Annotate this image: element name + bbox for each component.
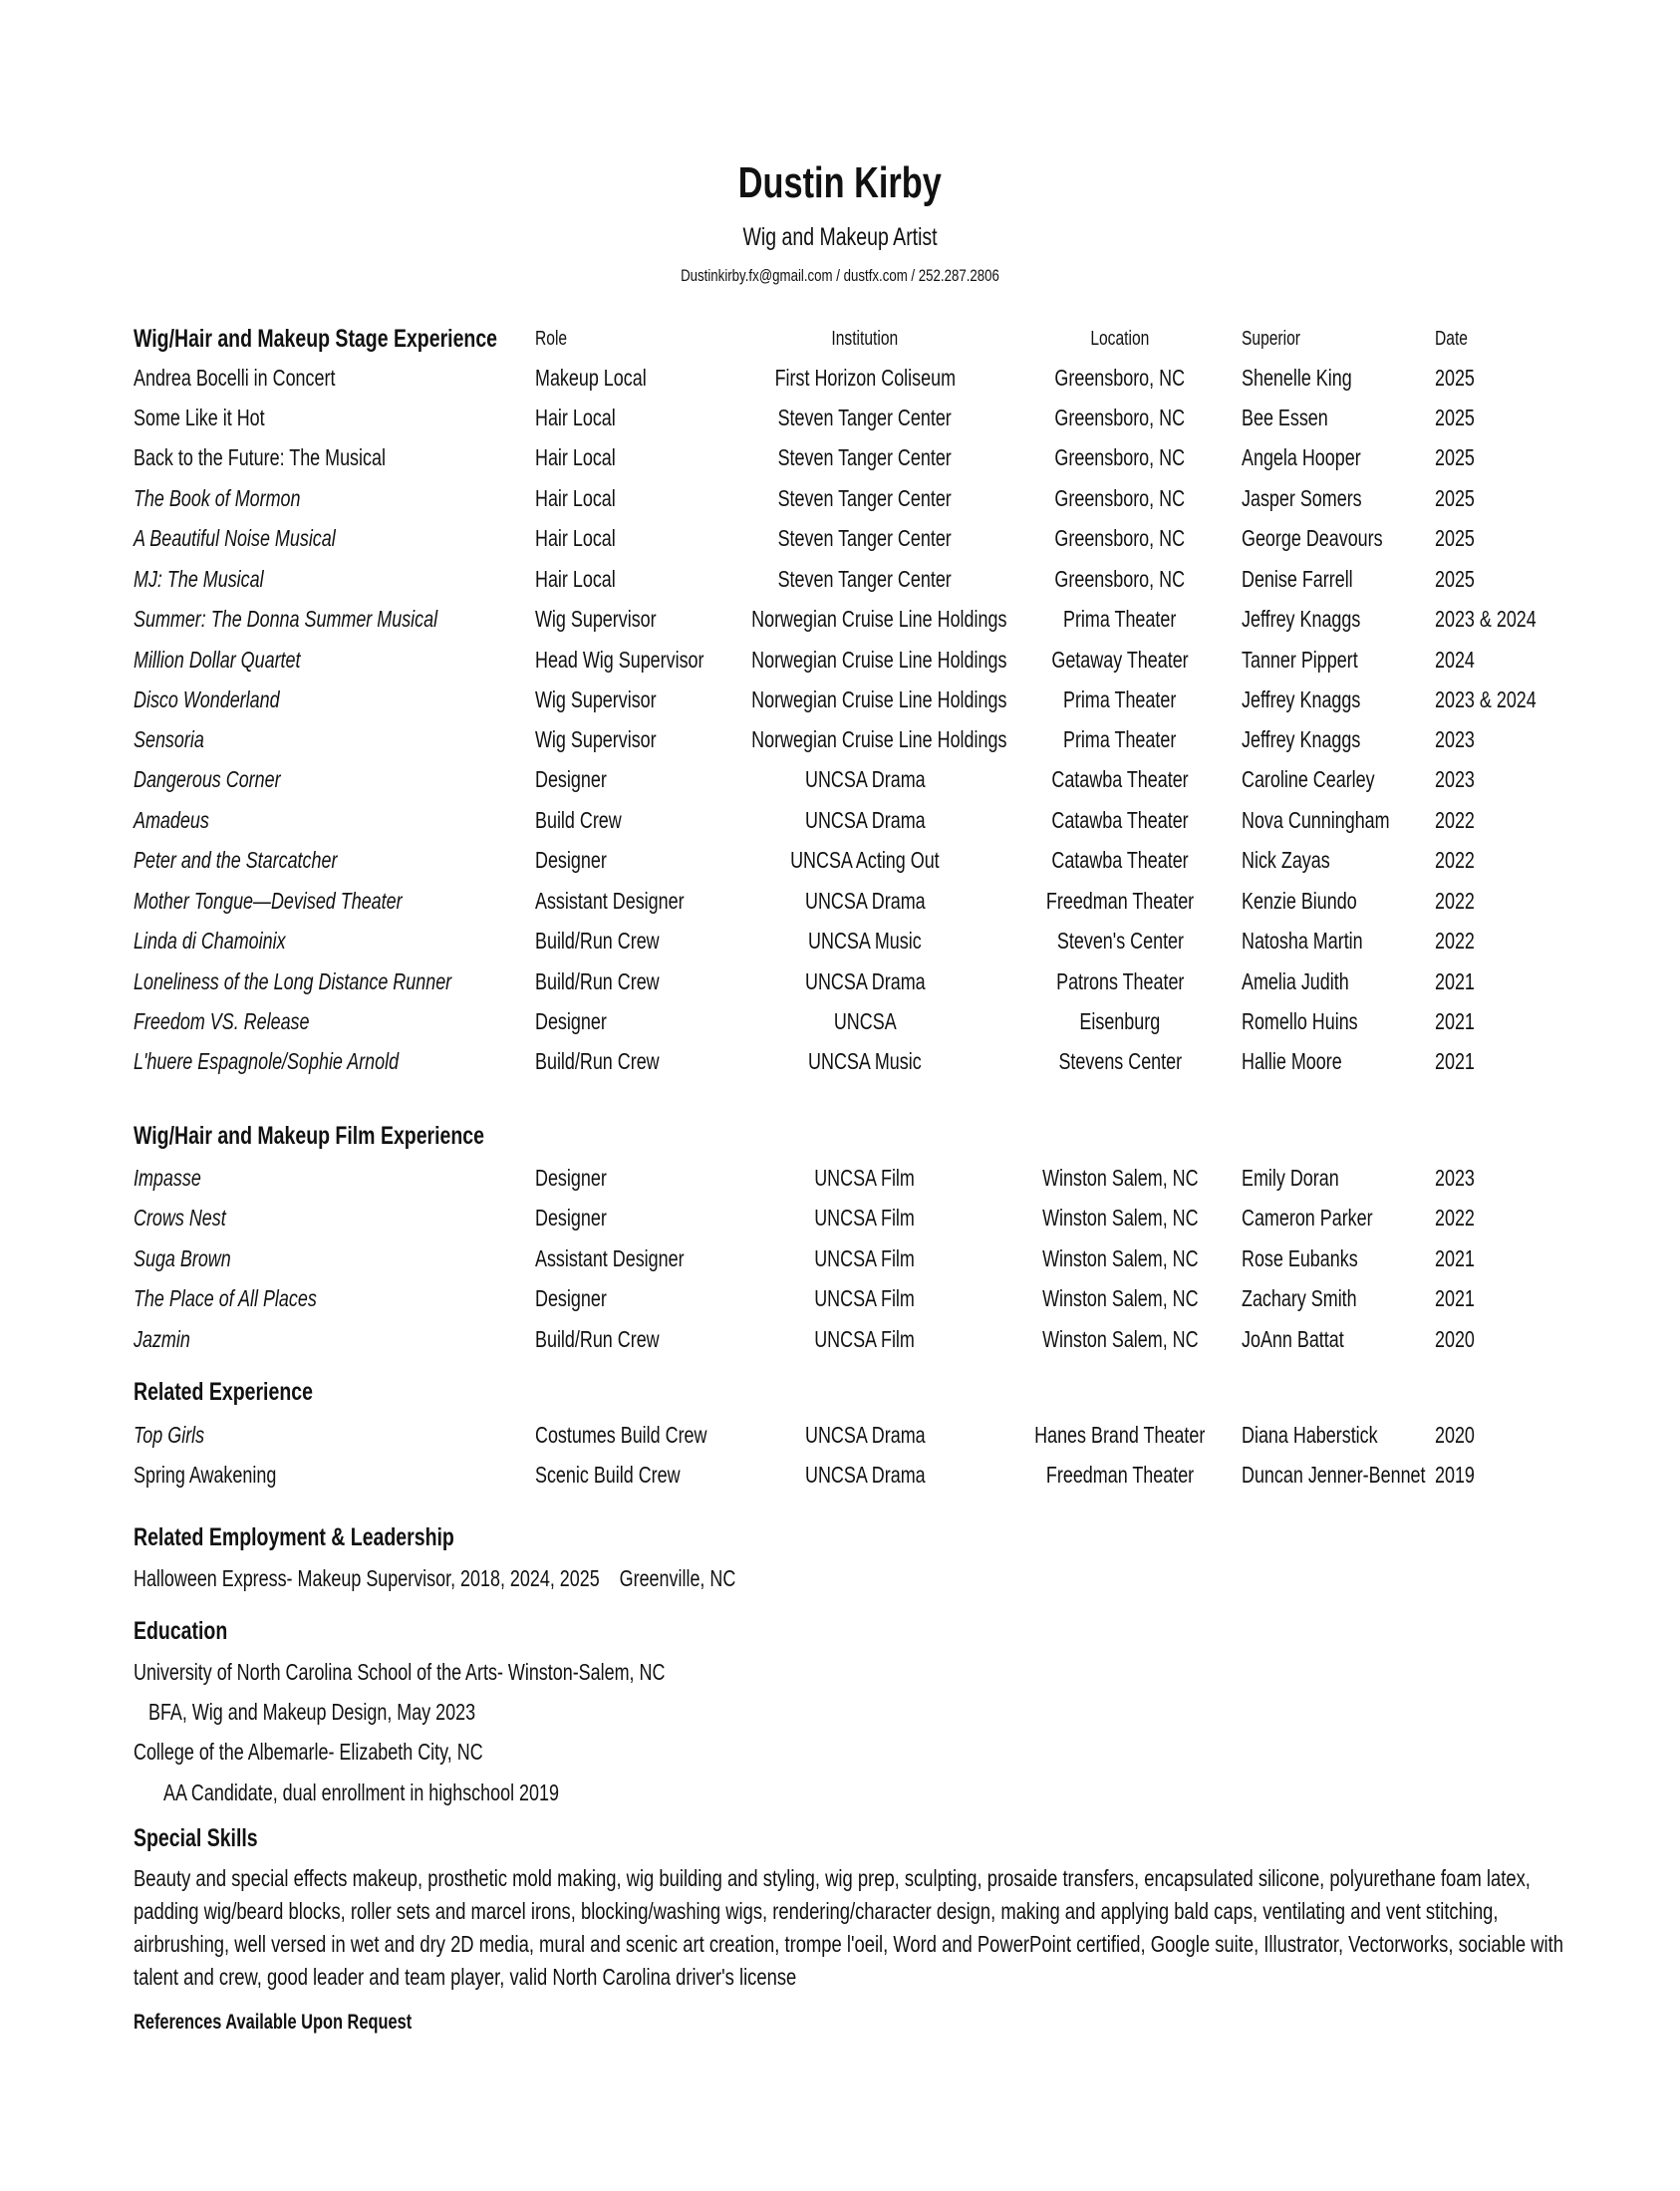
location-cell: Hanes Brand Theater — [1034, 1422, 1206, 1448]
role-cell: Hair Local — [535, 525, 616, 551]
stage-header-row — [0, 319, 1680, 359]
production-title: MJ: The Musical — [134, 566, 264, 592]
education-degree-2: AA Candidate, dual enrollment in highschool 2019 — [163, 1780, 559, 1805]
production-title: Disco Wonderland — [134, 686, 280, 712]
date-cell: 2020 — [1435, 1422, 1475, 1448]
superior-cell: Angela Hooper — [1242, 444, 1361, 470]
location-cell: Winston Salem, NC — [1041, 1165, 1199, 1191]
date-cell: 2021 — [1435, 1048, 1475, 1074]
location-cell: Steven's Center — [1056, 928, 1184, 954]
role-cell: Makeup Local — [535, 365, 647, 391]
location-cell: Winston Salem, NC — [1041, 1326, 1199, 1352]
date-cell: 2023 & 2024 — [1435, 686, 1537, 712]
role-cell: Build/Run Crew — [535, 1048, 660, 1074]
production-title: Crows Nest — [134, 1205, 226, 1231]
superior-cell: Rose Eubanks — [1242, 1245, 1358, 1271]
role-cell: Designer — [535, 766, 607, 792]
superior-cell: Cameron Parker — [1242, 1205, 1373, 1231]
table-row — [0, 759, 1680, 799]
institution-cell: UNCSA Film — [814, 1326, 916, 1352]
production-title: Top Girls — [134, 1422, 205, 1448]
institution-cell: Norwegian Cruise Line Holdings — [751, 686, 1007, 712]
location-cell: Freedman Theater — [1045, 888, 1195, 914]
table-row — [0, 1158, 1680, 1198]
superior-cell: Romello Huins — [1242, 1008, 1358, 1034]
table-row — [0, 921, 1680, 960]
table-row — [0, 599, 1680, 639]
employment-heading: Related Employment & Leadership — [134, 1523, 454, 1551]
superior-cell: Duncan Jenner-Bennet — [1242, 1462, 1426, 1488]
education-heading: Education — [134, 1617, 228, 1645]
production-title: Amadeus — [134, 807, 209, 833]
table-row — [0, 437, 1680, 477]
role-cell: Designer — [535, 1008, 607, 1034]
table-row — [0, 358, 1680, 398]
superior-cell: George Deavours — [1242, 525, 1383, 551]
date-cell: 2022 — [1435, 1205, 1475, 1231]
superior-cell: Jasper Somers — [1242, 485, 1362, 511]
institution-cell: Norwegian Cruise Line Holdings — [751, 726, 1007, 752]
production-title: Peter and the Starcatcher — [134, 847, 338, 873]
education-degree-1: BFA, Wig and Makeup Design, May 2023 — [148, 1699, 476, 1725]
production-title: Linda di Chamoinix — [134, 928, 286, 954]
role-cell: Wig Supervisor — [535, 606, 657, 632]
location-cell: Greensboro, NC — [1054, 365, 1186, 391]
special-skills-heading: Special Skills — [134, 1824, 258, 1852]
institution-cell: Steven Tanger Center — [777, 405, 953, 430]
role-cell: Hair Local — [535, 485, 616, 511]
location-cell: Getaway Theater — [1051, 647, 1189, 673]
location-cell: Catawba Theater — [1051, 847, 1189, 873]
superior-cell: Zachary Smith — [1242, 1285, 1357, 1311]
role-cell: Designer — [535, 1165, 607, 1191]
table-row — [0, 398, 1680, 437]
location-cell: Greensboro, NC — [1054, 444, 1186, 470]
location-cell: Prima Theater — [1063, 606, 1177, 632]
role-cell: Build/Run Crew — [535, 928, 660, 954]
location-cell: Freedman Theater — [1045, 1462, 1195, 1488]
table-row — [0, 680, 1680, 719]
location-cell: Greensboro, NC — [1054, 485, 1186, 511]
location-cell: Eisenburg — [1079, 1008, 1161, 1034]
institution-cell: UNCSA Drama — [804, 1422, 926, 1448]
role-cell: Hair Local — [535, 405, 616, 430]
employment-line: Halloween Express- Makeup Supervisor, 2018, 2024, 2025 Greenville, NC — [134, 1565, 736, 1591]
production-title: Andrea Bocelli in Concert — [134, 365, 336, 391]
production-title: Dangerous Corner — [134, 766, 281, 792]
role-cell: Head Wig Supervisor — [535, 647, 704, 673]
date-cell: 2023 — [1435, 766, 1475, 792]
education-school-2: College of the Albemarle- Elizabeth City, NC — [134, 1739, 483, 1765]
table-row — [0, 559, 1680, 599]
location-cell: Winston Salem, NC — [1041, 1205, 1199, 1231]
production-title: Summer: The Donna Summer Musical — [134, 606, 438, 632]
role-cell: Assistant Designer — [535, 888, 685, 914]
date-cell: 2025 — [1435, 405, 1475, 430]
column-location: Location — [1090, 328, 1150, 350]
date-cell: 2023 — [1435, 726, 1475, 752]
location-cell: Greensboro, NC — [1054, 525, 1186, 551]
role-cell: Build/Run Crew — [535, 968, 660, 994]
superior-cell: JoAnn Battat — [1242, 1326, 1344, 1352]
table-row — [0, 961, 1680, 1001]
special-skills-text: Beauty and special effects makeup, prosthetic mold making, wig building and styling, wig prep, sculpting, prosaide transfers, encapsulated silicone, polyurethane foam latex, padding wig/beard blocks, roller sets and marcel irons, blocking/washing wigs, rendering/character design, making and applying bald caps, ventilating and vent stitching, airbrushing, well versed in wet and dry 2D media, mural and scenic art creation, trompe l'oeil, Word and PowerPoint certified, Google suite, Illustrator, Vectorworks, sociable with talent and crew, good leader and team player, valid North Carolina driver's license — [134, 1865, 1563, 1990]
role-cell: Scenic Build Crew — [535, 1462, 681, 1488]
production-title: A Beautiful Noise Musical — [134, 525, 336, 551]
role-cell: Assistant Designer — [535, 1245, 685, 1271]
superior-cell: Bee Essen — [1242, 405, 1328, 430]
table-row — [0, 719, 1680, 759]
film-heading: Wig/Hair and Makeup Film Experience — [134, 1122, 485, 1150]
location-cell: Stevens Center — [1058, 1048, 1182, 1074]
related-experience-heading: Related Experience — [134, 1378, 313, 1406]
institution-cell: UNCSA Acting Out — [790, 847, 940, 873]
date-cell: 2025 — [1435, 566, 1475, 592]
column-role: Role — [535, 328, 568, 350]
institution-cell: UNCSA Drama — [804, 888, 926, 914]
date-cell: 2025 — [1435, 485, 1475, 511]
date-cell: 2023 — [1435, 1165, 1475, 1191]
production-title: Back to the Future: The Musical — [134, 444, 386, 470]
role-cell: Wig Supervisor — [535, 726, 657, 752]
institution-cell: UNCSA Drama — [804, 807, 926, 833]
date-cell: 2025 — [1435, 444, 1475, 470]
superior-cell: Hallie Moore — [1242, 1048, 1342, 1074]
date-cell: 2021 — [1435, 1245, 1475, 1271]
table-row — [0, 478, 1680, 518]
location-cell: Prima Theater — [1063, 686, 1177, 712]
institution-cell: Norwegian Cruise Line Holdings — [751, 647, 1007, 673]
institution-cell: UNCSA — [833, 1008, 897, 1034]
location-cell: Winston Salem, NC — [1041, 1245, 1199, 1271]
role-cell: Build Crew — [535, 807, 622, 833]
superior-cell: Nick Zayas — [1242, 847, 1330, 873]
table-row — [0, 1238, 1680, 1278]
production-title: Freedom VS. Release — [134, 1008, 310, 1034]
production-title: Jazmin — [134, 1326, 190, 1352]
location-cell: Greensboro, NC — [1054, 405, 1186, 430]
role-cell: Build/Run Crew — [535, 1326, 660, 1352]
role-cell: Costumes Build Crew — [535, 1422, 707, 1448]
superior-cell: Jeffrey Knaggs — [1242, 606, 1361, 632]
institution-cell: UNCSA Music — [808, 1048, 922, 1074]
institution-cell: Norwegian Cruise Line Holdings — [751, 606, 1007, 632]
resume-subtitle: Wig and Makeup Artist — [742, 223, 938, 251]
institution-cell: UNCSA Film — [814, 1245, 916, 1271]
date-cell: 2023 & 2024 — [1435, 606, 1537, 632]
contact-line: Dustinkirby.fx@gmail.com / dustfx.com / 252.287.2806 — [681, 266, 999, 285]
date-cell: 2022 — [1435, 807, 1475, 833]
role-cell: Wig Supervisor — [535, 686, 657, 712]
table-row — [0, 1415, 1680, 1455]
production-title: Some Like it Hot — [134, 405, 265, 430]
institution-cell: Steven Tanger Center — [777, 444, 953, 470]
stage-heading: Wig/Hair and Makeup Stage Experience — [134, 325, 498, 353]
role-cell: Designer — [535, 1285, 607, 1311]
superior-cell: Amelia Judith — [1242, 968, 1349, 994]
resume-name: Dustin Kirby — [737, 158, 943, 207]
role-cell: Hair Local — [535, 444, 616, 470]
production-title: L'huere Espagnole/Sophie Arnold — [134, 1048, 400, 1074]
institution-cell: Steven Tanger Center — [777, 485, 953, 511]
institution-cell: UNCSA Drama — [804, 766, 926, 792]
table-row — [0, 1278, 1680, 1318]
table-row — [0, 1198, 1680, 1237]
table-row — [0, 1455, 1680, 1495]
date-cell: 2025 — [1435, 525, 1475, 551]
production-title: Million Dollar Quartet — [134, 647, 301, 673]
date-cell: 2021 — [1435, 1008, 1475, 1034]
institution-cell: First Horizon Coliseum — [774, 365, 956, 391]
table-row — [0, 800, 1680, 840]
date-cell: 2024 — [1435, 647, 1475, 673]
column-institution: Institution — [831, 328, 899, 350]
institution-cell: Steven Tanger Center — [777, 525, 953, 551]
production-title: Suga Brown — [134, 1245, 231, 1271]
column-superior: Superior — [1242, 328, 1300, 350]
column-date: Date — [1435, 328, 1468, 350]
production-title: Mother Tongue—Devised Theater — [134, 888, 403, 914]
table-row — [0, 1001, 1680, 1041]
institution-cell: UNCSA Drama — [804, 1462, 926, 1488]
superior-cell: Denise Farrell — [1242, 566, 1353, 592]
location-cell: Catawba Theater — [1051, 766, 1189, 792]
date-cell: 2021 — [1435, 968, 1475, 994]
superior-cell: Emily Doran — [1242, 1165, 1339, 1191]
superior-cell: Shenelle King — [1242, 365, 1352, 391]
location-cell: Winston Salem, NC — [1041, 1285, 1199, 1311]
superior-cell: Kenzie Biundo — [1242, 888, 1357, 914]
superior-cell: Jeffrey Knaggs — [1242, 686, 1361, 712]
production-title: The Place of All Places — [134, 1285, 317, 1311]
date-cell: 2020 — [1435, 1326, 1475, 1352]
superior-cell: Jeffrey Knaggs — [1242, 726, 1361, 752]
institution-cell: UNCSA Music — [808, 928, 922, 954]
production-title: Sensoria — [134, 726, 204, 752]
table-row — [0, 518, 1680, 558]
education-school-1: University of North Carolina School of the Arts- Winston-Salem, NC — [134, 1659, 666, 1685]
institution-cell: Steven Tanger Center — [777, 566, 953, 592]
table-row — [0, 640, 1680, 680]
location-cell: Greensboro, NC — [1054, 566, 1186, 592]
superior-cell: Nova Cunningham — [1242, 807, 1390, 833]
references-note: References Available Upon Request — [134, 2011, 413, 2034]
table-row — [0, 881, 1680, 921]
institution-cell: UNCSA Film — [814, 1285, 916, 1311]
date-cell: 2021 — [1435, 1285, 1475, 1311]
production-title: Impasse — [134, 1165, 201, 1191]
production-title: The Book of Mormon — [134, 485, 301, 511]
superior-cell: Diana Haberstick — [1242, 1422, 1378, 1448]
date-cell: 2019 — [1435, 1462, 1475, 1488]
location-cell: Prima Theater — [1063, 726, 1177, 752]
date-cell: 2022 — [1435, 847, 1475, 873]
table-row — [0, 1319, 1680, 1359]
date-cell: 2022 — [1435, 888, 1475, 914]
superior-cell: Tanner Pippert — [1242, 647, 1358, 673]
role-cell: Designer — [535, 847, 607, 873]
table-row — [0, 1041, 1680, 1081]
date-cell: 2022 — [1435, 928, 1475, 954]
role-cell: Hair Local — [535, 566, 616, 592]
institution-cell: UNCSA Film — [814, 1205, 916, 1231]
role-cell: Designer — [535, 1205, 607, 1231]
institution-cell: UNCSA Film — [814, 1165, 916, 1191]
location-cell: Patrons Theater — [1055, 968, 1185, 994]
institution-cell: UNCSA Drama — [804, 968, 926, 994]
production-title: Spring Awakening — [134, 1462, 277, 1488]
date-cell: 2025 — [1435, 365, 1475, 391]
table-row — [0, 840, 1680, 880]
superior-cell: Natosha Martin — [1242, 928, 1363, 954]
production-title: Loneliness of the Long Distance Runner — [134, 968, 452, 994]
superior-cell: Caroline Cearley — [1242, 766, 1375, 792]
location-cell: Catawba Theater — [1051, 807, 1189, 833]
